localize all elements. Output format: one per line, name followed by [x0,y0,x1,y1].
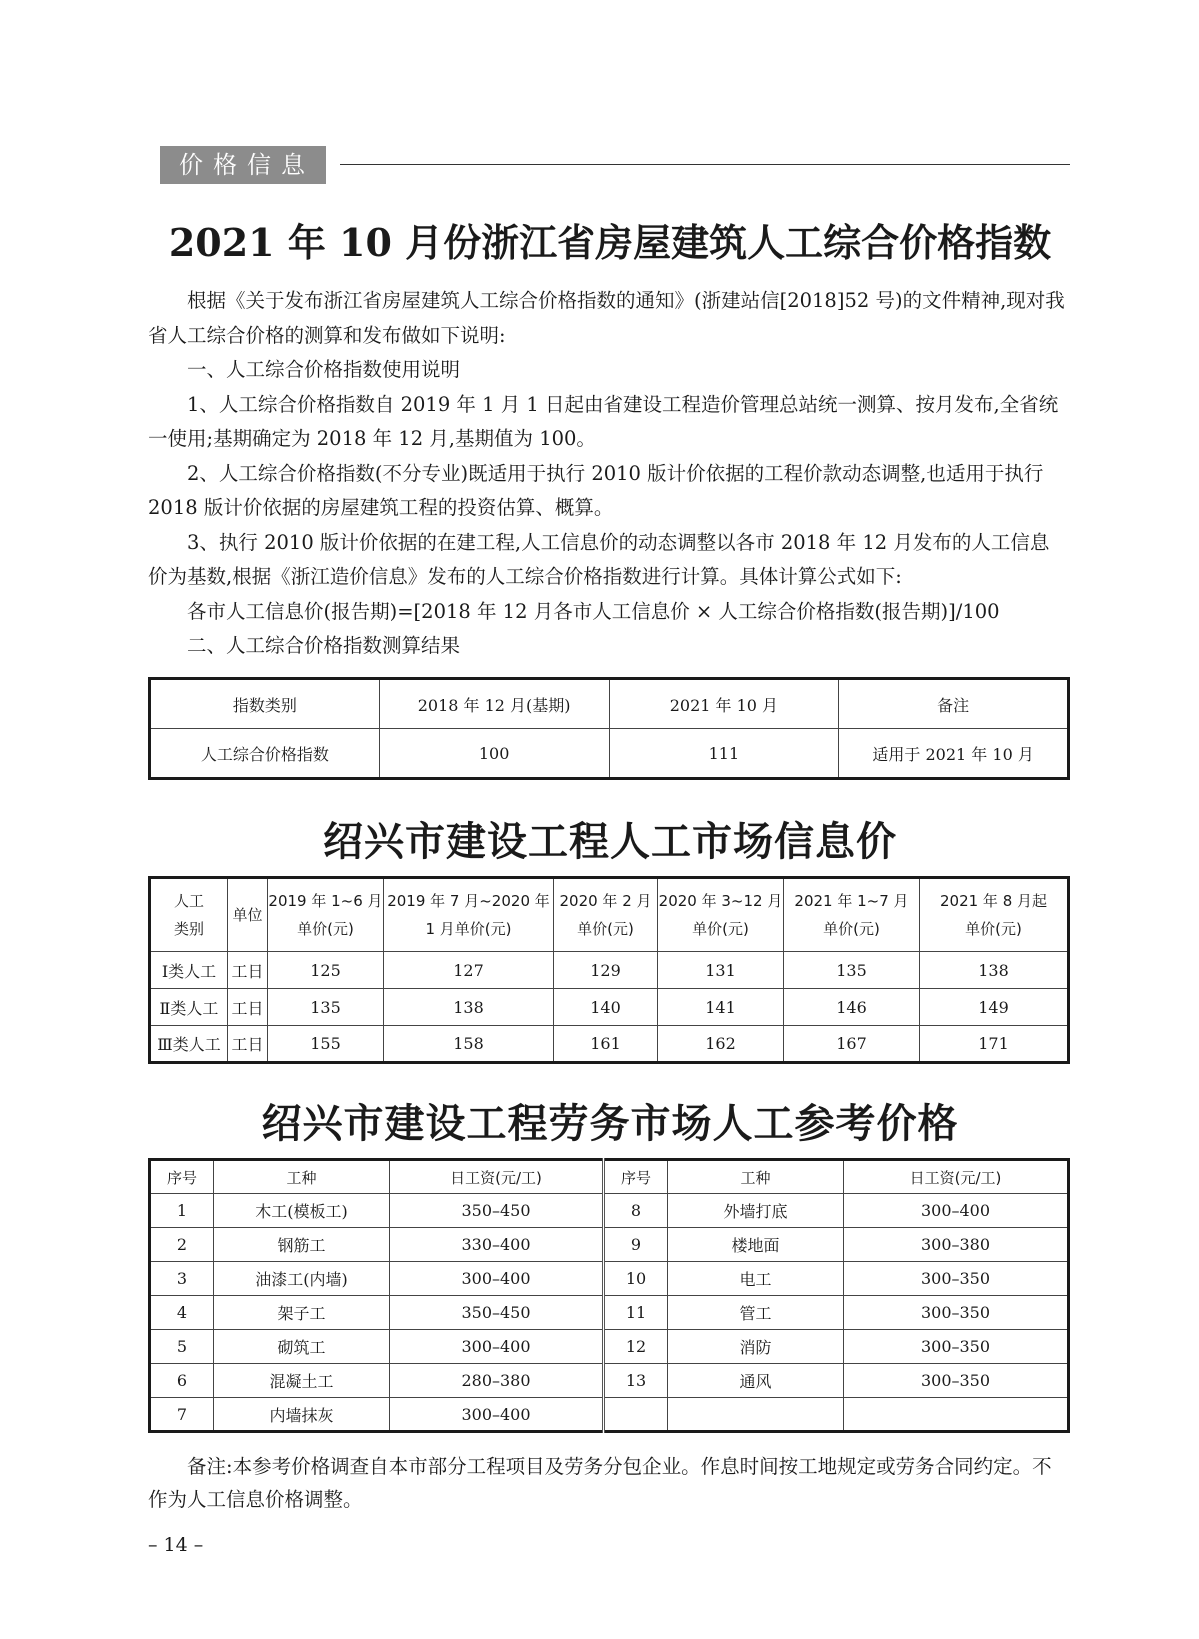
header-cell: 2020 年 3~12 月 单价(元) [658,878,784,952]
table-cell: 125 [268,952,384,989]
footnote [148,1450,1068,1516]
table-row [150,1398,1069,1432]
header-cell: 2018 年 12 月(基期) [379,679,609,729]
table-row [150,1330,1069,1364]
table-cell: 1 [150,1194,214,1228]
table-cell: 162 [658,1026,784,1063]
table-cell: 161 [554,1026,658,1063]
shaoxing-info-title: 绍兴市建设工程人工市场信息价 [323,818,897,865]
table-cell: Ⅰ类人工 [150,952,228,989]
labor-ref-table [148,1158,1070,1433]
header-cell: 备注 [839,679,1069,729]
table-cell: 木工(模板工) [214,1194,390,1228]
table-cell: 330–400 [390,1228,604,1262]
shaoxing-info-table [148,876,1070,1064]
table-cell: 工日 [228,989,268,1026]
header-cell: 序号 [150,1160,214,1194]
page-title: 2021 年 10 月份浙江省房屋建筑人工综合价格指数 [168,220,1052,265]
table-row [150,952,1069,989]
intro-paragraph: 各市人工信息价(报告期)=[2018 年 12 月各市人工信息价 × 人工综合价格指数(报告期)]/100 [187,599,1000,623]
table-cell: 适用于 2021 年 10 月 [839,729,1069,779]
table-cell: 工日 [228,1026,268,1063]
intro-paragraph: 二、人工综合价格指数测算结果 [187,634,461,657]
table-cell: 350–450 [390,1296,604,1330]
table-cell: 混凝土工 [214,1364,390,1398]
header-cell: 2021 年 10 月 [609,679,839,729]
header-cell: 2019 年 1~6 月 单价(元) [268,878,384,952]
table-cell: 300–400 [390,1398,604,1432]
table-cell: Ⅱ类人工 [150,989,228,1026]
header-cell: 日工资(元/工) [390,1160,604,1194]
table-cell [604,1398,668,1432]
table-cell: 300–400 [844,1194,1069,1228]
table-cell: 外墙打底 [668,1194,844,1228]
intro-paragraph: 2、人工综合价格指数(不分专业)既适用于执行 2010 版计价依据的工程价款动态调整,也适用于执行 2018 版计价依据的房屋建筑工程的投资估算、概算。 [148,461,1044,519]
section-divider [340,164,1070,165]
table-cell: 127 [384,952,554,989]
intro-paragraph: 根据《关于发布浙江省房屋建筑人工综合价格指数的通知》(浙建站信[2018]52 号)的文件精神,现对我省人工综合价格的测算和发布做如下说明: [148,289,1065,347]
table-cell: 300–350 [844,1296,1069,1330]
header-cell: 指数类别 [150,679,380,729]
table-cell: 内墙抹灰 [214,1398,390,1432]
table-cell: 300–350 [844,1330,1069,1364]
table-row [150,1194,1069,1228]
table-cell [668,1398,844,1432]
table-cell: 300–400 [390,1262,604,1296]
table-cell: 油漆工(内墙) [214,1262,390,1296]
table-cell: 8 [604,1194,668,1228]
intro-text [148,284,1068,664]
table-cell: 10 [604,1262,668,1296]
table-cell: 138 [384,989,554,1026]
section-header [160,146,1070,184]
table-cell: 171 [920,1026,1069,1063]
table-header-row [150,1160,1069,1194]
table-row [150,1364,1069,1398]
header-cell: 2019 年 7 月~2020 年 1 月单价(元) [384,878,554,952]
table-header-row [150,878,1069,952]
table-cell: 300–350 [844,1364,1069,1398]
table-cell: 4 [150,1296,214,1330]
table-cell: 129 [554,952,658,989]
table-cell: 158 [384,1026,554,1063]
table-cell: 消防 [668,1330,844,1364]
header-cell: 2020 年 2 月 单价(元) [554,878,658,952]
table-cell: 3 [150,1262,214,1296]
table-cell: 146 [784,989,920,1026]
table-row [150,1026,1069,1063]
intro-paragraph: 一、人工综合价格指数使用说明 [187,358,461,381]
table-cell: 砌筑工 [214,1330,390,1364]
header-cell: 2021 年 8 月起 单价(元) [920,878,1069,952]
table-cell: 100 [379,729,609,779]
table-cell: Ⅲ类人工 [150,1026,228,1063]
header-cell: 2021 年 1~7 月 单价(元) [784,878,920,952]
intro-paragraph: 3、执行 2010 版计价依据的在建工程,人工信息价的动态调整以各市 2018 年 12 月发布的人工信息价为基数,根据《浙江造价信息》发布的人工综合价格指数进行计算。具体计算公式如下: [148,530,1050,588]
table-cell: 13 [604,1364,668,1398]
table-row [150,989,1069,1026]
header-cell: 人工 类别 [150,878,228,952]
table-cell: 138 [920,952,1069,989]
page-number: – 14 – [148,1534,204,1556]
labor-ref-title: 绍兴市建设工程劳务市场人工参考价格 [261,1100,959,1147]
table-cell: 钢筋工 [214,1228,390,1262]
table-cell: 9 [604,1228,668,1262]
table-cell: 135 [784,952,920,989]
note-text: 备注:本参考价格调查自本市部分工程项目及劳务分包企业。作息时间按工地规定或劳务合同约定。不作为人工信息价格调整。 [148,1455,1052,1511]
table-cell: 350–450 [390,1194,604,1228]
table-cell: 111 [609,729,839,779]
table-cell [844,1398,1069,1432]
table-cell: 架子工 [214,1296,390,1330]
table-cell: 131 [658,952,784,989]
intro-paragraph: 1、人工综合价格指数自 2019 年 1 月 1 日起由省建设工程造价管理总站统一测算、按月发布,全省统一使用;基期确定为 2018 年 12 月,基期值为 100。 [148,392,1059,450]
table-cell: 300–350 [844,1262,1069,1296]
index-table [148,677,1070,780]
header-cell: 日工资(元/工) [844,1160,1069,1194]
header-cell: 工种 [668,1160,844,1194]
table-row [150,1228,1069,1262]
table-cell: 11 [604,1296,668,1330]
table-row [150,729,1069,779]
section-tag: 价格信息 [160,146,326,184]
table-cell: 300–400 [390,1330,604,1364]
table-cell: 141 [658,989,784,1026]
table-cell: 12 [604,1330,668,1364]
header-cell: 工种 [214,1160,390,1194]
table-cell: 2 [150,1228,214,1262]
table-cell: 7 [150,1398,214,1432]
table-cell: 楼地面 [668,1228,844,1262]
header-cell: 单位 [228,878,268,952]
table-header-row [150,679,1069,729]
table-cell: 135 [268,989,384,1026]
table-cell: 管工 [668,1296,844,1330]
header-cell: 序号 [604,1160,668,1194]
table-cell: 149 [920,989,1069,1026]
table-cell: 155 [268,1026,384,1063]
table-cell: 6 [150,1364,214,1398]
table-cell: 280–380 [390,1364,604,1398]
table-cell: 电工 [668,1262,844,1296]
table-cell: 人工综合价格指数 [150,729,380,779]
table-cell: 140 [554,989,658,1026]
table-cell: 通风 [668,1364,844,1398]
table-row [150,1296,1069,1330]
table-cell: 工日 [228,952,268,989]
table-row [150,1262,1069,1296]
table-cell: 167 [784,1026,920,1063]
table-cell: 5 [150,1330,214,1364]
table-cell: 300–380 [844,1228,1069,1262]
